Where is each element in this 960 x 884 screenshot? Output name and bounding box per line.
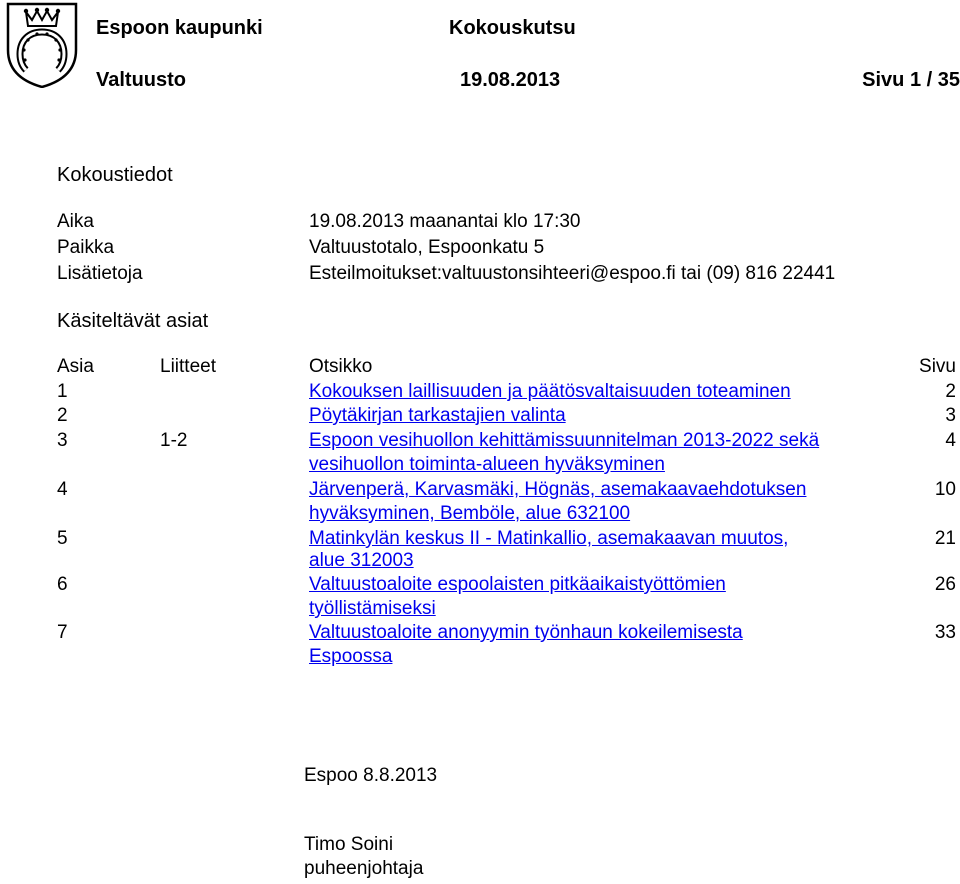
agenda-item-page: 4 bbox=[945, 430, 956, 451]
meeting-info-value: 19.08.2013 maanantai klo 17:30 bbox=[309, 211, 581, 232]
meeting-info-label: Paikka bbox=[57, 237, 115, 258]
column-header-sivu: Sivu bbox=[919, 356, 956, 377]
signer-name: Timo Soini bbox=[304, 834, 394, 855]
agenda-item-page: 26 bbox=[934, 574, 956, 595]
agenda-item-number: 4 bbox=[57, 479, 68, 500]
agenda-item-page: 3 bbox=[945, 405, 956, 426]
agenda-item-title-link[interactable]: alue 312003 bbox=[309, 550, 414, 571]
body-name: Valtuusto bbox=[96, 69, 187, 91]
agenda-item-number: 5 bbox=[57, 528, 68, 549]
agenda-item-title-link[interactable]: työllistämiseksi bbox=[309, 598, 436, 619]
agenda-item-attachments: 1-2 bbox=[160, 430, 188, 451]
agenda-item-title-link[interactable]: vesihuollon toiminta-alueen hyväksyminen bbox=[309, 454, 665, 475]
agenda-item-title-link[interactable]: Järvenperä, Karvasmäki, Högnäs, asemakaavaehdotuksen bbox=[309, 479, 807, 500]
meeting-info-value: Valtuustotalo, Espoonkatu 5 bbox=[309, 237, 545, 258]
agenda-item-title-link[interactable]: Valtuustoaloite anonyymin työnhaun kokeilemisesta bbox=[309, 622, 743, 643]
meeting-info-value: Esteilmoitukset:valtuustonsihteeri@espoo.fi tai (09) 816 22441 bbox=[309, 263, 836, 284]
agenda-item-title-link[interactable]: Valtuustoaloite espoolaisten pitkäaikaistyöttömien bbox=[309, 574, 726, 595]
agenda-item-number: 3 bbox=[57, 430, 68, 451]
espoo-coat-of-arms-logo bbox=[4, 2, 80, 88]
agenda-item-title-link[interactable]: Matinkylän keskus II - Matinkallio, asemakaavan muutos, bbox=[309, 528, 789, 549]
meeting-info-label: Lisätietoja bbox=[57, 263, 143, 284]
agenda-item-number: 1 bbox=[57, 381, 68, 402]
agenda-item-number: 2 bbox=[57, 405, 68, 426]
meeting-info-heading: Kokoustiedot bbox=[57, 164, 173, 186]
agenda-heading: Käsiteltävät asiat bbox=[57, 310, 209, 332]
org-name: Espoon kaupunki bbox=[96, 17, 263, 39]
column-header-asia: Asia bbox=[57, 356, 94, 377]
agenda-item-page: 2 bbox=[945, 381, 956, 402]
agenda-item-title-link[interactable]: Pöytäkirjan tarkastajien valinta bbox=[309, 405, 566, 426]
signer-title: puheenjohtaja bbox=[304, 858, 424, 879]
agenda-item-page: 21 bbox=[934, 528, 956, 549]
agenda-item-page: 10 bbox=[934, 479, 956, 500]
agenda-item-page: 33 bbox=[934, 622, 956, 643]
place-and-date: Espoo 8.8.2013 bbox=[304, 765, 438, 786]
agenda-item-title-link[interactable]: Espoon vesihuollon kehittämissuunnitelman 2013-2022 sekä bbox=[309, 430, 820, 451]
agenda-item-title-link[interactable]: Espoossa bbox=[309, 646, 393, 667]
column-header-otsikko: Otsikko bbox=[309, 356, 373, 377]
document-type: Kokouskutsu bbox=[449, 17, 576, 39]
agenda-item-title-link[interactable]: Kokouksen laillisuuden ja päätösvaltaisuuden toteaminen bbox=[309, 381, 791, 402]
meeting-info-label: Aika bbox=[57, 211, 94, 232]
agenda-item-number: 7 bbox=[57, 622, 68, 643]
column-header-liitteet: Liitteet bbox=[160, 356, 216, 377]
meeting-date: 19.08.2013 bbox=[460, 69, 561, 91]
page-number: Sivu 1 / 35 bbox=[862, 69, 960, 91]
agenda-item-number: 6 bbox=[57, 574, 68, 595]
agenda-item-title-link[interactable]: hyväksyminen, Bemböle, alue 632100 bbox=[309, 503, 631, 524]
